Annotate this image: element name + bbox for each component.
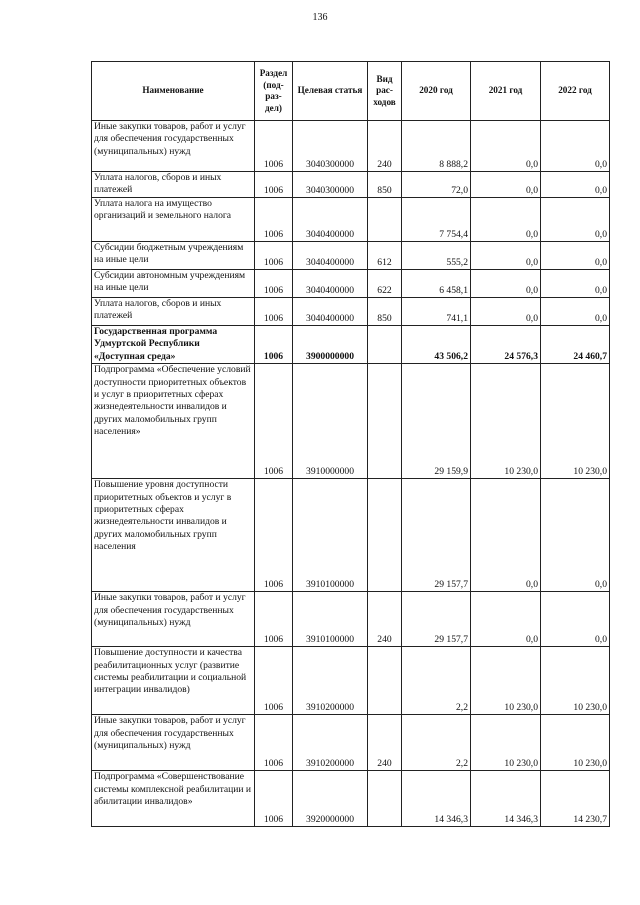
table-row [92, 771, 610, 827]
row-2021: 10 230,0 [471, 647, 541, 715]
row-type [368, 647, 402, 715]
row-2021: 0,0 [471, 242, 541, 270]
row-type [368, 364, 402, 479]
row-2022: 10 230,0 [541, 364, 610, 479]
row-target: 3040400000 [293, 242, 368, 270]
row-2020: 2,2 [402, 715, 471, 771]
budget-table [91, 61, 610, 827]
row-name: Повышение уровня доступности приоритетных объектов и услуг в приоритетных сферах жизнедеятельности инвалидов и других маломобильных групп населения [92, 479, 255, 592]
row-section: 1006 [255, 198, 293, 242]
row-target: 3910200000 [293, 715, 368, 771]
row-section: 1006 [255, 715, 293, 771]
row-type [368, 198, 402, 242]
row-target: 3040400000 [293, 270, 368, 298]
row-type: 612 [368, 242, 402, 270]
row-2022: 0,0 [541, 172, 610, 198]
row-type: 850 [368, 298, 402, 326]
row-section: 1006 [255, 771, 293, 827]
row-section: 1006 [255, 242, 293, 270]
row-section: 1006 [255, 479, 293, 592]
row-section: 1006 [255, 298, 293, 326]
row-name: Подпрограмма «Обеспечение условий доступности приоритетных объектов и услуг в приоритетных сферах жизнедеятельности инвалидов и других маломобильных групп населения» [92, 364, 255, 479]
row-2020: 2,2 [402, 647, 471, 715]
row-name: Иные закупки товаров, работ и услуг для обеспечения государственных (муниципальных) нужд [92, 715, 255, 771]
row-2021: 0,0 [471, 172, 541, 198]
row-2022: 0,0 [541, 479, 610, 592]
row-target: 3040300000 [293, 121, 368, 172]
row-2020: 7 754,4 [402, 198, 471, 242]
row-section: 1006 [255, 364, 293, 479]
row-2020: 14 346,3 [402, 771, 471, 827]
header-section: Раздел (под-раз-дел) [255, 62, 293, 121]
row-2021: 10 230,0 [471, 364, 541, 479]
table-row [92, 364, 610, 479]
header-2022: 2022 год [541, 62, 610, 121]
row-name: Уплата налогов, сборов и иных платежей [92, 172, 255, 198]
row-type: 240 [368, 121, 402, 172]
row-name: Иные закупки товаров, работ и услуг для обеспечения государственных (муниципальных) нужд [92, 592, 255, 647]
row-2021: 0,0 [471, 479, 541, 592]
row-2022: 10 230,0 [541, 715, 610, 771]
row-2020: 29 157,7 [402, 592, 471, 647]
row-2022: 0,0 [541, 121, 610, 172]
table-row [92, 715, 610, 771]
table-row [92, 479, 610, 592]
header-name: Наименование [92, 62, 255, 121]
table-row [92, 298, 610, 326]
table-row [92, 242, 610, 270]
row-2022: 10 230,0 [541, 647, 610, 715]
table-row [92, 172, 610, 198]
row-name: Подпрограмма «Совершенствование системы комплексной реабилитации и абилитации инвалидов» [92, 771, 255, 827]
header-target-item: Целевая статья [293, 62, 368, 121]
table-header-row [92, 62, 610, 121]
row-2020: 72,0 [402, 172, 471, 198]
header-expense-type: Вид рас-ходов [368, 62, 402, 121]
table-row [92, 198, 610, 242]
row-2020: 29 159,9 [402, 364, 471, 479]
row-2022: 0,0 [541, 298, 610, 326]
row-type [368, 479, 402, 592]
row-2020: 555,2 [402, 242, 471, 270]
row-type: 240 [368, 715, 402, 771]
row-name: Уплата налогов, сборов и иных платежей [92, 298, 255, 326]
row-2021: 24 576,3 [471, 326, 541, 364]
row-2022: 0,0 [541, 592, 610, 647]
row-target: 3910100000 [293, 592, 368, 647]
table-row [92, 121, 610, 172]
row-section: 1006 [255, 647, 293, 715]
row-2020: 29 157,7 [402, 479, 471, 592]
row-2021: 0,0 [471, 270, 541, 298]
row-2022: 0,0 [541, 242, 610, 270]
row-2020: 8 888,2 [402, 121, 471, 172]
row-type [368, 771, 402, 827]
row-target: 3040400000 [293, 198, 368, 242]
row-target: 3910100000 [293, 479, 368, 592]
row-2021: 0,0 [471, 298, 541, 326]
row-type: 240 [368, 592, 402, 647]
row-name: Субсидии автономным учреждениям на иные цели [92, 270, 255, 298]
table-row [92, 647, 610, 715]
header-2020: 2020 год [402, 62, 471, 121]
row-section: 1006 [255, 270, 293, 298]
row-target: 3910000000 [293, 364, 368, 479]
row-type: 622 [368, 270, 402, 298]
row-2022: 0,0 [541, 198, 610, 242]
header-2021: 2021 год [471, 62, 541, 121]
row-target: 3040300000 [293, 172, 368, 198]
row-2021: 14 346,3 [471, 771, 541, 827]
row-name: Иные закупки товаров, работ и услуг для обеспечения государственных (муниципальных) нужд [92, 121, 255, 172]
row-type: 850 [368, 172, 402, 198]
row-type [368, 326, 402, 364]
row-2021: 0,0 [471, 198, 541, 242]
row-target: 3900000000 [293, 326, 368, 364]
row-2022: 24 460,7 [541, 326, 610, 364]
row-section: 1006 [255, 121, 293, 172]
row-name: Субсидии бюджетным учреждениям на иные цели [92, 242, 255, 270]
row-2022: 14 230,7 [541, 771, 610, 827]
row-2020: 741,1 [402, 298, 471, 326]
page-number: 136 [312, 12, 328, 23]
table-row [92, 270, 610, 298]
row-name: Государственная программа Удмуртской Республики «Доступная среда» [92, 326, 255, 364]
row-section: 1006 [255, 592, 293, 647]
row-target: 3910200000 [293, 647, 368, 715]
row-name: Уплата налога на имущество организаций и земельного налога [92, 198, 255, 242]
row-name: Повышение доступности и качества реабилитационных услуг (развитие системы реабилитации и социальной интеграции инвалидов) [92, 647, 255, 715]
table-row-program-total [92, 326, 610, 364]
row-2021: 10 230,0 [471, 715, 541, 771]
row-section: 1006 [255, 172, 293, 198]
row-2022: 0,0 [541, 270, 610, 298]
row-target: 3040400000 [293, 298, 368, 326]
row-section: 1006 [255, 326, 293, 364]
row-2021: 0,0 [471, 592, 541, 647]
table-row [92, 592, 610, 647]
row-target: 3920000000 [293, 771, 368, 827]
row-2020: 6 458,1 [402, 270, 471, 298]
row-2020: 43 506,2 [402, 326, 471, 364]
row-2021: 0,0 [471, 121, 541, 172]
